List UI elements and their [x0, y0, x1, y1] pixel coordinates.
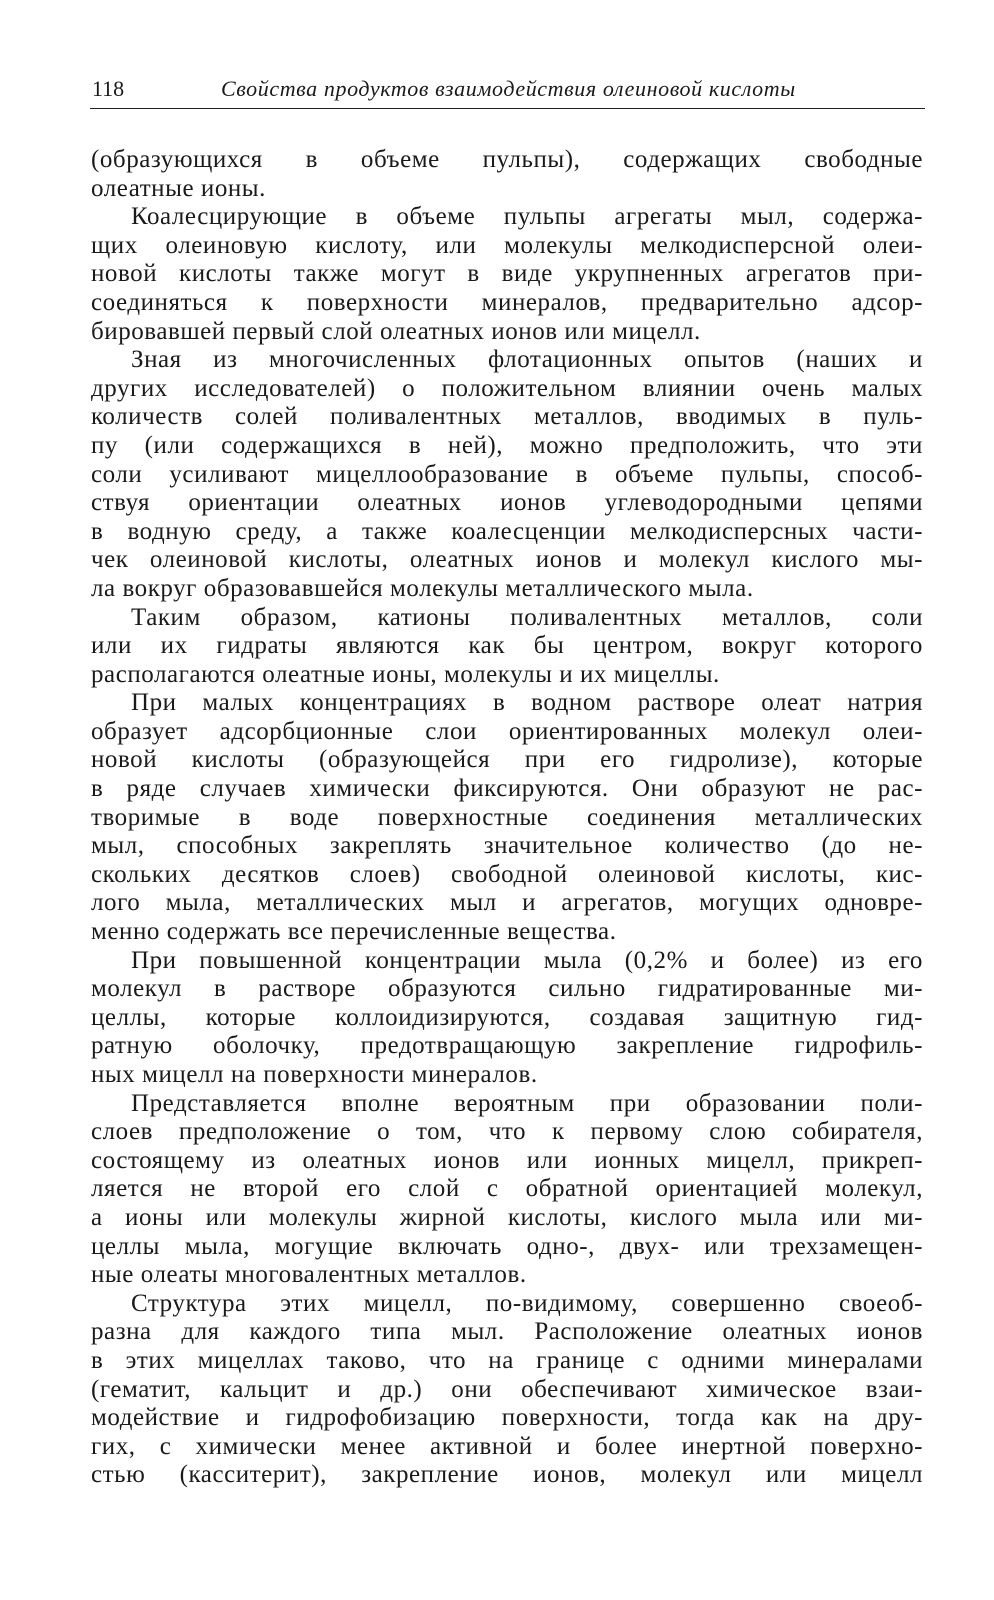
text-line: новой кислоты (образующейся при его гидролизе), которые: [91, 746, 923, 774]
text-line: образует адсорбционные слои ориентированных молекул олеи-: [91, 717, 923, 745]
text-line: бировавшей первый слой олеатных ионов или мицелл.: [91, 317, 701, 345]
text-line: других исследователей) о положительном влиянии очень малых: [91, 374, 923, 402]
text-line: Коалесцирующие в объеме пульпы агрегаты мыл, содержа-: [131, 203, 923, 231]
text-line: или их гидраты являются как бы центром, вокруг которого: [91, 632, 923, 660]
text-line: в этих мицеллах таково, что на границе с одними минералами: [91, 1346, 923, 1374]
text-line: лого мыла, металлических мыл и агрегатов, могущих одновре-: [91, 889, 923, 917]
text-line: разна для каждого типа мыл. Расположение олеатных ионов: [91, 1318, 923, 1346]
text-line: количеств солей поливалентных металлов, вводимых в пуль-: [91, 403, 923, 431]
page-header: [90, 74, 925, 109]
text-line: ратную оболочку, предотвращающую закрепление гидрофиль-: [91, 1032, 923, 1060]
text-line: молекул в растворе образуются сильно гидратированные ми-: [91, 975, 923, 1003]
paragraph: [91, 604, 923, 690]
text-line: ных мицелл на поверхности минералов.: [91, 1061, 538, 1088]
text-line: ла вокруг образовавшейся молекулы металлического мыла.: [91, 574, 754, 602]
text-line: стью (касситерит), закрепление ионов, молекул или мицелл: [91, 1461, 923, 1489]
paragraph: [91, 1090, 923, 1290]
text-line: (гематит, кальцит и др.) они обеспечивают химическое взаи-: [91, 1375, 923, 1403]
text-line: а ионы или молекулы жирной кислоты, кислого мыла или ми-: [91, 1203, 923, 1231]
text-line: целлы мыла, могущие включать одно-, двух- или трехзамещен-: [91, 1232, 923, 1260]
text-line: При повышенной концентрации мыла (0,2% и более) из его: [131, 946, 923, 974]
paragraph: [91, 346, 923, 603]
body-text: [91, 146, 923, 1490]
text-line: соли усиливают мицеллообразование в объеме пульпы, способ-: [91, 460, 923, 488]
text-line: пу (или содержащихся в ней), можно предположить, что эти: [91, 431, 923, 459]
text-line: целлы, которые коллоидизируются, создавая защитную гид-: [91, 1003, 923, 1031]
paragraph: [91, 203, 923, 346]
text-line: в ряде случаев химически фиксируются. Они образуют не рас-: [91, 775, 923, 803]
text-line: ляется не второй его слой с обратной ориентацией молекул,: [91, 1175, 923, 1203]
text-line: располагаются олеатные ионы, молекулы и их мицеллы.: [91, 660, 720, 688]
text-line: соединяться к поверхности минералов, предварительно адсор-: [91, 288, 923, 316]
text-line: ствуя ориентации олеатных ионов углеводородными цепями: [91, 489, 923, 517]
text-line: менно содержать все перечисленные вещества.: [91, 918, 617, 946]
text-line: ные олеаты многовалентных металлов.: [91, 1261, 527, 1289]
paragraph: [91, 947, 923, 1090]
paragraph: [91, 1290, 923, 1490]
running-title: Свойства продуктов взаимодействия олеиновой кислоты: [221, 76, 796, 101]
paragraph: [91, 689, 923, 946]
text-line: Таким образом, катионы поливалентных металлов, соли: [131, 603, 923, 631]
text-line: скольких десятков слоев) свободной олеиновой кислоты, кис-: [91, 860, 923, 888]
text-line: щих олеиновую кислоту, или молекулы мелкодисперсной олеи-: [91, 231, 923, 259]
text-line: чек олеиновой кислоты, олеатных ионов и молекул кислого мы-: [91, 546, 923, 574]
text-line: При малых концентрациях в водном растворе олеат натрия: [131, 689, 923, 717]
text-line: модействие и гидрофобизацию поверхности, тогда как на дру-: [91, 1404, 923, 1432]
page-number: 118: [92, 76, 125, 101]
text-line: новой кислоты также могут в виде укрупненных агрегатов при-: [91, 260, 923, 288]
paragraph: [91, 146, 923, 203]
text-line: Представляется вполне вероятным при образовании поли-: [131, 1089, 923, 1117]
text-line: (образующихся в объеме пульпы), содержащих свободные: [91, 146, 923, 173]
text-line: олеатные ионы.: [91, 174, 266, 202]
text-line: состоящему из олеатных ионов или ионных мицелл, прикреп-: [91, 1146, 923, 1174]
text-line: Структура этих мицелл, по-видимому, совершенно своеоб-: [131, 1289, 923, 1317]
text-line: в водную среду, а также коалесценции мелкодисперсных части-: [91, 517, 923, 545]
text-line: творимые в воде поверхностные соединения металлических: [91, 803, 923, 831]
text-line: мыл, способных закреплять значительное количество (до не-: [91, 832, 923, 860]
text-line: Зная из многочисленных флотационных опытов (наших и: [131, 346, 923, 374]
text-line: гих, с химически менее активной и более инертной поверхно-: [91, 1432, 923, 1460]
text-line: слоев предположение о том, что к первому слою собирателя,: [91, 1118, 923, 1146]
